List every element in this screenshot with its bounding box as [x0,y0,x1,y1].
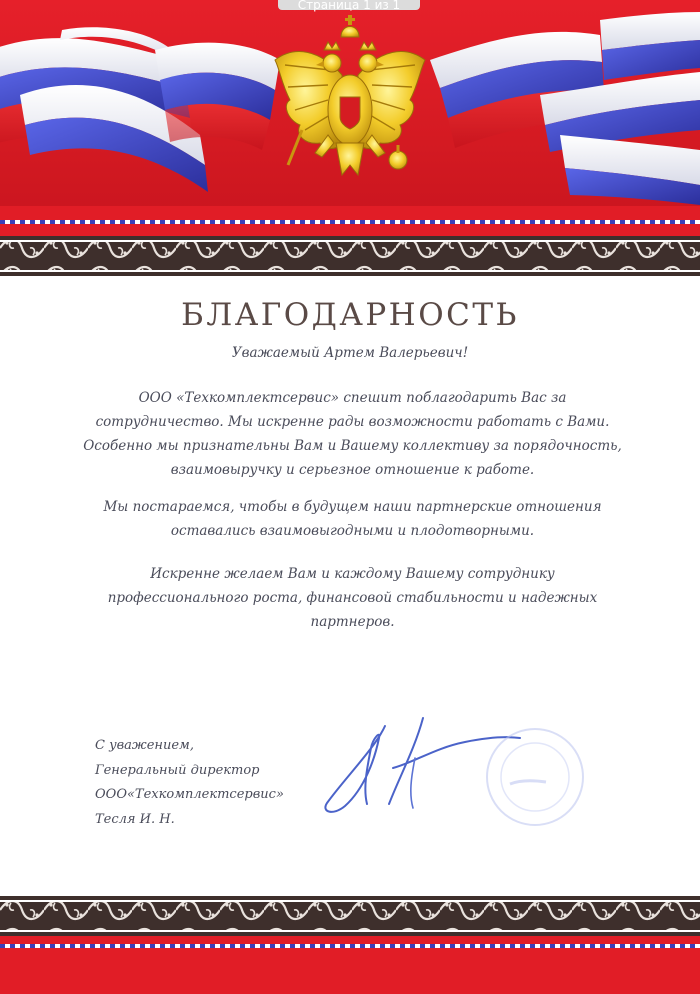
center-left-flag-ribbon [155,43,280,150]
company-stamp [480,722,590,832]
paragraph-partnership: Мы постараемся, чтобы в будущем наши партнерские отношения оставались взаимовыгодными и плодотворными. [103,499,602,539]
greeting: Уважаемый Артем Валерьевич! [231,345,469,361]
page-title: БЛАГОДАРНОСТЬ [181,297,519,333]
signer-position: Генеральный директор [95,762,260,778]
paragraph-thanks: ООО «Техкомплектсервис» спешит поблагодарить Вас за сотрудничество. Мы искренне рады возможности работать с Вами. Особенно мы признательны Вам и Вашему коллективу за порядочность, взаимовыручку и серьезное отношение к работе. [83,390,622,478]
signer-company: ООО«Техкомплектсервис» [95,787,284,802]
header-banner [0,0,700,236]
right-flag-ribbon [430,12,700,205]
closing-line: С уважением, [95,738,194,753]
signer-name: Тесля И. Н. [95,811,175,827]
flag-ribbons [0,0,700,236]
double-headed-eagle-icon [275,15,425,175]
paragraph-wishes: Искренне желаем Вам и каждому Вашему сотруднику профессионального роста, финансовой стабильности и надежных партнеров. [107,566,598,630]
floral-ornament-band-bottom [0,896,700,994]
page-counter: Страница 1 из 1 [278,0,420,10]
floral-ornament-band-top [0,206,700,282]
signature-block [95,734,284,832]
